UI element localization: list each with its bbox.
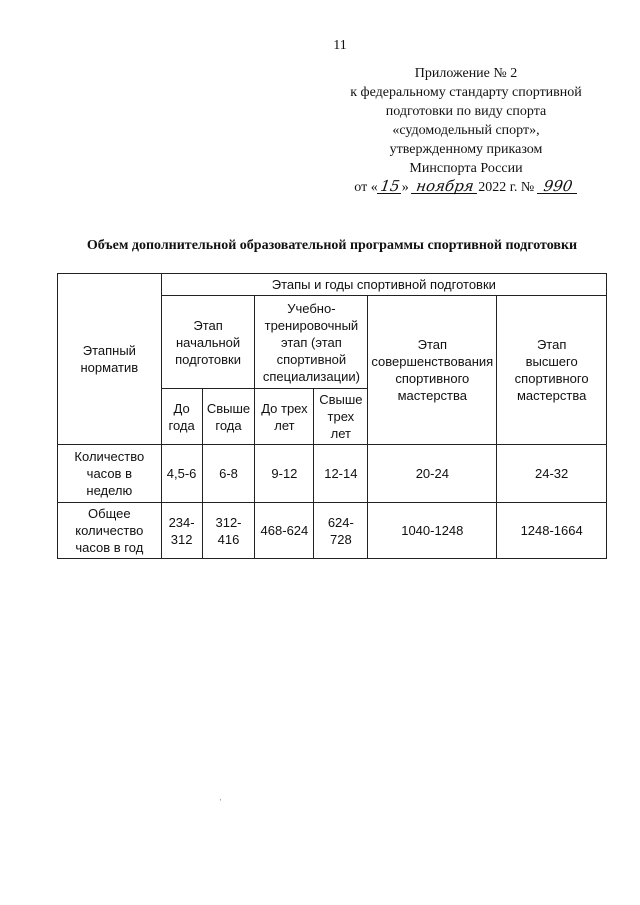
page-number: 11 bbox=[333, 38, 347, 53]
sub-header-up-to-three-years: До трех лет bbox=[255, 389, 314, 445]
table-cell: 9-12 bbox=[255, 445, 314, 503]
appendix-block bbox=[340, 64, 592, 197]
stage-header-improvement: Этап совершенствования спортивного мастерства bbox=[368, 296, 497, 445]
table-cell: 1248-1664 bbox=[497, 503, 607, 559]
date-mid: » bbox=[401, 180, 409, 195]
date-prefix: от « bbox=[354, 180, 378, 195]
sub-header-over-three-years: Свыше трех лет bbox=[314, 389, 368, 445]
scan-mark: ˌ bbox=[219, 790, 223, 801]
sub-header-over-year: Свыше года bbox=[202, 389, 255, 445]
table-cell: 6-8 bbox=[202, 445, 255, 503]
row-label: Количество часов в неделю bbox=[58, 445, 162, 503]
appendix-line: утвержденному приказом bbox=[389, 142, 543, 157]
program-volume-table bbox=[57, 273, 607, 559]
appendix-line: к федеральному стандарту спортивной bbox=[350, 85, 582, 100]
document-title: Объем дополнительной образовательной программы спортивной подготовки bbox=[86, 238, 578, 253]
table-cell: 20-24 bbox=[368, 445, 497, 503]
table-cell: 234- 312 bbox=[161, 503, 202, 559]
stage-header-training: Учебно- тренировочный этап (этап спортивной специализации) bbox=[255, 296, 368, 389]
group-header-stages: Этапы и годы спортивной подготовки bbox=[161, 274, 606, 296]
table-cell: 1040-1248 bbox=[368, 503, 497, 559]
table-row bbox=[58, 445, 607, 503]
stage-header-higher: Этап высшего спортивного мастерства bbox=[497, 296, 607, 445]
handwritten-order-number: 990 bbox=[537, 179, 579, 194]
table-cell: 24-32 bbox=[497, 445, 607, 503]
table-row bbox=[58, 503, 607, 559]
order-date-line bbox=[340, 178, 592, 197]
row-label: Общее количество часов в год bbox=[58, 503, 162, 559]
column-header-norm: Этапный норматив bbox=[58, 274, 162, 445]
table-cell: 468-624 bbox=[255, 503, 314, 559]
appendix-line: Приложение № 2 bbox=[414, 66, 518, 81]
date-year: 2022 г. № bbox=[478, 180, 535, 195]
table-cell: 312- 416 bbox=[202, 503, 255, 559]
table-cell: 624- 728 bbox=[314, 503, 368, 559]
sub-header-up-to-year: До года bbox=[161, 389, 202, 445]
appendix-line: Минспорта России bbox=[409, 161, 523, 176]
appendix-line: подготовки по виду спорта bbox=[385, 104, 547, 119]
handwritten-day: 15 bbox=[377, 179, 403, 194]
table-cell: 4,5-6 bbox=[161, 445, 202, 503]
stage-header-initial: Этап начальной подготовки bbox=[161, 296, 255, 389]
table-cell: 12-14 bbox=[314, 445, 368, 503]
handwritten-month: ноября bbox=[411, 179, 479, 194]
appendix-line: «судомодельный спорт», bbox=[392, 123, 540, 138]
